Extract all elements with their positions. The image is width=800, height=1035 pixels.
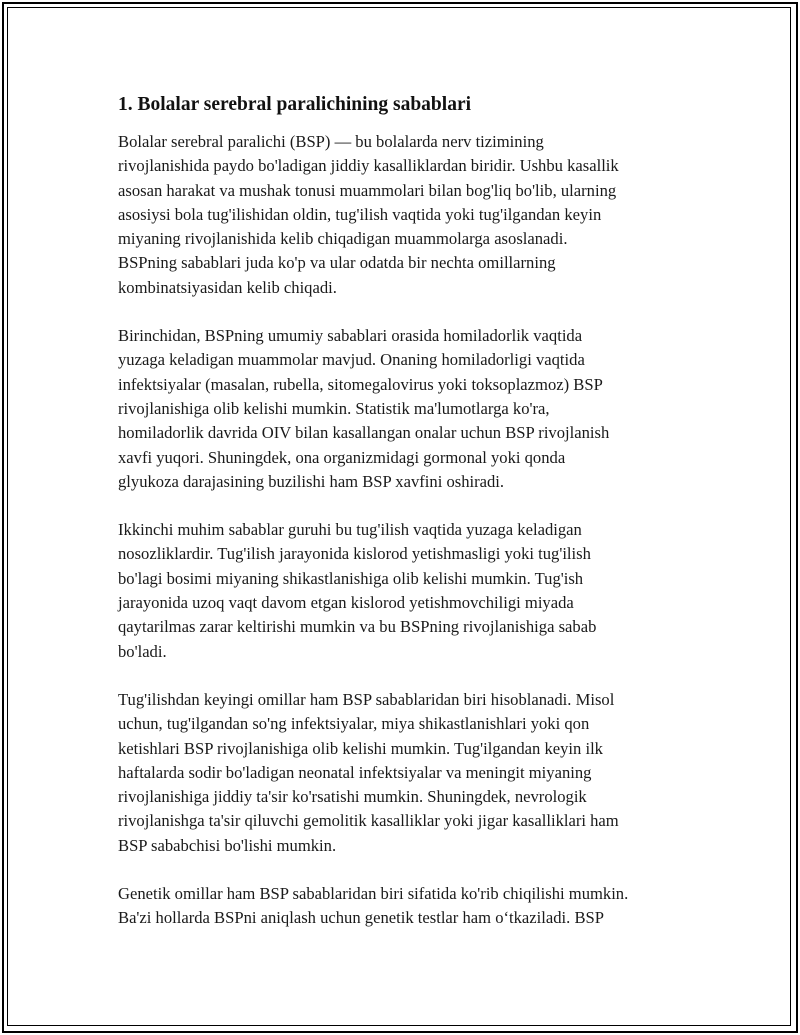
paragraph-line: xavfi yuqori. Shuningdek, ona organizmidagi gormonal yoki qonda [118, 447, 566, 467]
paragraph [118, 518, 698, 664]
paragraph-line: qaytarilmas zarar keltirishi mumkin va bu BSPning rivojlanishiga sabab [118, 617, 597, 637]
paragraph-line: kombinatsiyasidan kelib chiqadi. [118, 277, 337, 297]
paragraph-line: bo'lagi bosimi miyaning shikastlanishiga olib kelishi mumkin. Tug'ish [118, 568, 584, 588]
paragraph-line: ketishlari BSP rivojlanishiga olib kelishi mumkin. Tug'ilgandan keyin ilk [118, 738, 603, 758]
paragraph-line: rivojlanishga ta'sir qiluvchi gemolitik kasalliklar yoki jigar kasalliklari ham [118, 811, 619, 831]
paragraph-line: Ba'zi hollarda BSPni aniqlash uchun genetik testlar ham oʻtkaziladi. BSP [118, 908, 604, 928]
paragraph [118, 324, 698, 494]
paragraph-line: haftalarda sodir bo'ladigan neonatal infektsiyalar va meningit miyaning [118, 762, 592, 782]
paragraph-line: Ikkinchi muhim sabablar guruhi bu tug'ilish vaqtida yuzaga keladigan [118, 520, 582, 540]
paragraph-line: Bolalar serebral paralichi (BSP) — bu bolalarda nerv tizimining [118, 132, 544, 151]
paragraph-line: Birinchidan, BSPning umumiy sabablari orasida homiladorlik vaqtida [118, 326, 583, 346]
paragraph-line: Tug'ilishdan keyingi omillar ham BSP sabablaridan biri hisoblanadi. Misol [118, 689, 615, 709]
paragraph-line: asosiysi bola tug'ilishidan oldin, tug'ilish vaqtida yoki tug'ilgandan keyin [118, 204, 602, 224]
paragraph-line: nosozliklardir. Tug'ilish jarayonida kislorod yetishmasligi yoki tug'ilish [118, 544, 591, 564]
document-body [118, 130, 698, 931]
paragraph-line: miyaning rivojlanishida kelib chiqadigan muammolarga asoslanadi. [118, 229, 568, 249]
paragraph [118, 882, 698, 931]
paragraph-line: rivojlanishiga olib kelishi mumkin. Statistik ma'lumotlarga ko'ra, [118, 398, 550, 418]
paragraph [118, 688, 698, 858]
paragraph-line: yuzaga keladigan muammolar mavjud. Onaning homiladorligi vaqtida [118, 350, 585, 370]
section-heading: 1. Bolalar serebral paralichining sabablari [118, 94, 472, 115]
document-page [118, 92, 698, 955]
paragraph-line: asosan harakat va mushak tonusi muammolari bilan bog'liq bo'lib, ularning [118, 180, 617, 200]
paragraph-line: Genetik omillar ham BSP sabablaridan biri sifatida ko'rib chiqilishi mumkin. [118, 884, 629, 904]
paragraph [118, 130, 698, 300]
paragraph-line: BSPning sabablari juda ko'p va ular odatda bir nechta omillarning [118, 253, 556, 273]
paragraph-line: uchun, tug'ilgandan so'ng infektsiyalar, miya shikastlanishlari yoki qon [118, 714, 590, 734]
paragraph-line: rivojlanishida paydo bo'ladigan jiddiy kasalliklardan biridir. Ushbu kasallik [118, 156, 619, 176]
paragraph-line: homiladorlik davrida OIV bilan kasallangan onalar uchun BSP rivojlanish [118, 423, 610, 443]
paragraph-line: infektsiyalar (masalan, rubella, sitomegalovirus yoki toksoplazmoz) BSP [118, 374, 603, 394]
paragraph-line: bo'ladi. [118, 641, 167, 661]
paragraph-line: BSP sababchisi bo'lishi mumkin. [118, 835, 337, 855]
paragraph-line: jarayonida uzoq vaqt davom etgan kislorod yetishmovchiligi miyada [118, 593, 574, 613]
paragraph-line: rivojlanishiga jiddiy ta'sir ko'rsatishi mumkin. Shuningdek, nevrologik [118, 787, 587, 807]
paragraph-line: glyukoza darajasining buzilishi ham BSP xavfini oshiradi. [118, 471, 505, 491]
